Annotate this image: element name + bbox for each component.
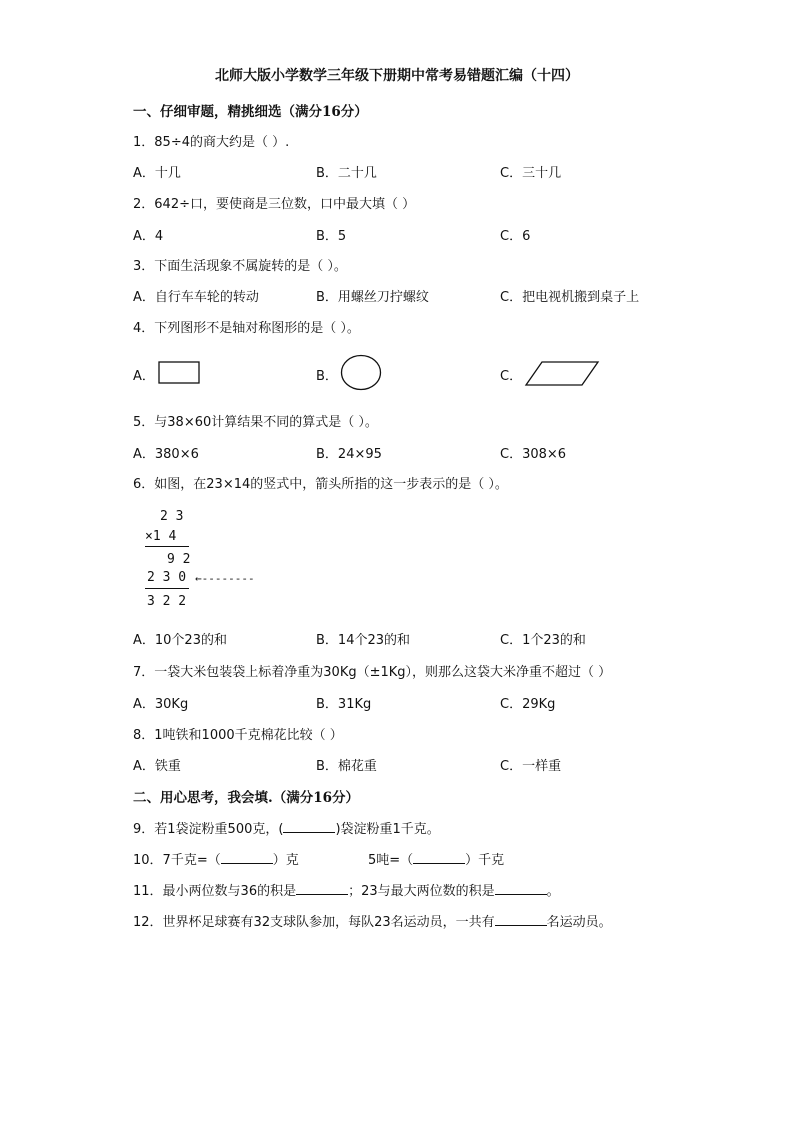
q2-option-c: C．6: [500, 229, 531, 244]
calc-multiplier: ×1 4: [145, 529, 177, 544]
page-title: 北师大版小学数学三年级下册期中常考易错题汇编（十四）: [215, 68, 579, 84]
arrow-pointer: ←--------: [195, 572, 255, 585]
question-9: [133, 818, 440, 837]
question-4: 4．下列图形不是轴对称图形的是（ ）。: [133, 321, 360, 336]
q5-option-b: B．24×95: [316, 447, 382, 462]
calc-partial-1: 9 2: [167, 552, 191, 567]
question-3: 3．下面生活现象不属旋转的是（ ）。: [133, 259, 347, 274]
circle-shape: [340, 354, 384, 392]
q5-option-c: C．308×6: [500, 447, 567, 462]
q1-option-a: A．十几: [133, 166, 181, 181]
rectangle-shape: [158, 360, 202, 386]
q4-option-a: A．: [133, 369, 155, 384]
q6-option-a: A．10个23的和: [133, 633, 227, 648]
q11-text-after: 。: [546, 884, 560, 899]
q4-option-b: B．: [316, 369, 338, 384]
q7-option-c: C．29Kg: [500, 697, 556, 712]
q3-option-a: A．自行车车轮的转动: [133, 290, 259, 305]
q9-text-after: )袋淀粉重1千克。: [335, 822, 440, 837]
q2-option-a: A．4: [133, 229, 164, 244]
q6-option-c: C．1个23的和: [500, 633, 586, 648]
question-6: 6．如图，在23×14的竖式中，箭头所指的这一步表示的是（ ）。: [133, 477, 508, 492]
q10-part2-after: ）千克: [465, 853, 505, 868]
q10-answer-blank-2[interactable]: [413, 851, 465, 864]
q12-answer-blank[interactable]: [495, 913, 547, 926]
q2-option-b: B．5: [316, 229, 347, 244]
question-11: [133, 880, 560, 899]
q9-text-before: 9．若1袋淀粉重500克，(: [133, 822, 284, 837]
question-2: 2．642÷口，要使商是三位数，口中最大填（ ）: [133, 197, 416, 212]
question-8: 8．1吨铁和1000千克棉花比较（ ）: [133, 728, 343, 743]
q11-text-middle: ；23与最大两位数的积是: [348, 884, 495, 899]
section-1-heading: 一、仔细审题，精挑细选（满分16分）: [133, 104, 368, 120]
question-10-part-2: [368, 849, 504, 868]
q12-text-before: 12．世界杯足球赛有32支球队参加，每队23名运动员，一共有: [133, 915, 495, 930]
q10-part1-after: ）克: [272, 853, 299, 868]
question-10: [133, 849, 299, 868]
q9-answer-blank[interactable]: [283, 820, 335, 833]
q4-option-c: C．: [500, 369, 523, 384]
question-1: 1．85÷4的商大约是（ ）.: [133, 135, 290, 150]
q11-answer-blank-1[interactable]: [296, 882, 348, 895]
question-12: [133, 911, 612, 930]
calc-rule-2: [145, 588, 189, 589]
q3-option-b: B．用螺丝刀拧螺纹: [316, 290, 429, 305]
parallelogram-shape: [524, 360, 602, 388]
q7-option-a: A．30Kg: [133, 697, 189, 712]
q5-option-a: A．380×6: [133, 447, 199, 462]
q12-text-after: 名运动员。: [546, 915, 612, 930]
calc-product: 3 2 2: [147, 594, 187, 609]
q7-option-b: B．31Kg: [316, 697, 372, 712]
q8-option-b: B．棉花重: [316, 759, 377, 774]
q11-text-before: 11．最小两位数与36的积是: [133, 884, 297, 899]
q10-answer-blank-1[interactable]: [221, 851, 273, 864]
q1-option-c: C．三十几: [500, 166, 562, 181]
q6-option-b: B．14个23的和: [316, 633, 411, 648]
section-2-heading: 二、用心思考，我会填.（满分16分）: [133, 790, 359, 806]
q11-answer-blank-2[interactable]: [495, 882, 547, 895]
q8-option-c: C．一样重: [500, 759, 562, 774]
calc-partial-2: 2 3 0: [147, 570, 187, 585]
q8-option-a: A．铁重: [133, 759, 181, 774]
question-5: 5．与38×60计算结果不同的算式是（ ）。: [133, 415, 378, 430]
q1-option-b: B．二十几: [316, 166, 377, 181]
q10-part2-before: 5吨=（: [368, 853, 414, 868]
question-7: 7．一袋大米包装袋上标着净重为30Kg（±1Kg），则那么这袋大米净重不超过（ ）: [133, 665, 612, 680]
calc-rule-1: [145, 546, 189, 547]
q3-option-c: C．把电视机搬到桌子上: [500, 290, 640, 305]
q10-part1-before: 10．7千克=（: [133, 853, 221, 868]
calc-multiplicand: 2 3: [160, 509, 184, 524]
